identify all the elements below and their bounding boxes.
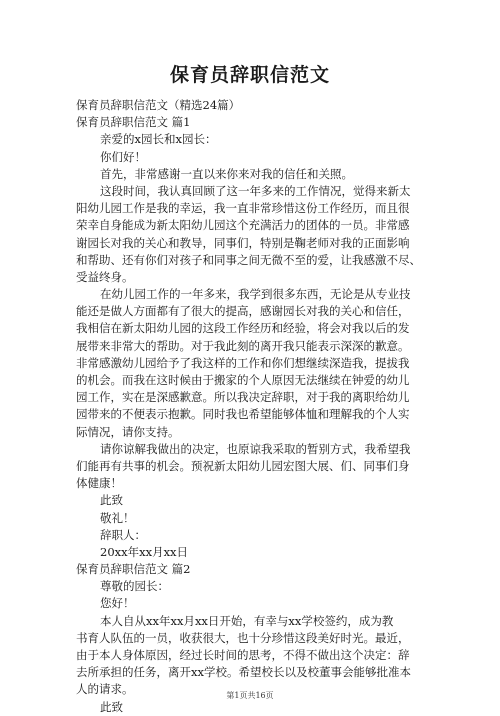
text-line: 保育员辞职信范文 篇2 bbox=[76, 562, 191, 577]
text-line: 去所承担的任务，离开xx学校。希望校长以及校董事会能够批准本 bbox=[76, 665, 411, 680]
text-line: 阳幼儿园工作是我的幸运，我一直非常珍惜这份工作经历，而且很 bbox=[76, 201, 410, 216]
text-line: 在幼儿园工作的一年多来，我学到很多东西，无论是从专业技 bbox=[100, 287, 411, 302]
text-line: 们能再有共事的机会。预祝新太阳幼儿园宏图大展、们、同事们身 bbox=[76, 458, 410, 473]
page-footer: 第1页共16页 bbox=[226, 691, 274, 700]
text-line: 本人自从xx年xx月xx日开始，有幸与xx学校签约，成为教 bbox=[100, 613, 394, 628]
text-line: 这段时间，我认真回顾了这一年多来的工作情况，觉得来新太 bbox=[100, 183, 411, 198]
text-line: 园带来的不便表示抱歉。同时我也希望能够体恤和理解我的个人实 bbox=[76, 407, 410, 422]
text-line: 受益终身。 bbox=[76, 269, 134, 284]
text-line: 谢园长对我的关心和教导，同事们，特别是鞠老师对我的正面影响 bbox=[76, 235, 410, 250]
document-body bbox=[76, 97, 436, 716]
text-line: 保育员辞职信范文 篇1 bbox=[76, 115, 191, 130]
text-line: 书育人队伍的一员，收获很大，也十分珍惜这段美好时光。最近， bbox=[76, 630, 410, 645]
text-line: 展带来非常大的帮助。对于我此刻的离开我只能表示深深的歉意。 bbox=[76, 338, 410, 353]
text-line: 荣幸自身能成为新太阳幼儿园这个充满活力的团体的一员。非常感 bbox=[76, 218, 410, 233]
document-title: 保育员辞职信范文 bbox=[169, 64, 330, 86]
text-line: 亲爱的x园长和x园长： bbox=[100, 132, 217, 147]
text-line: 尊敬的园长： bbox=[100, 579, 169, 594]
text-line: 此致 bbox=[100, 699, 123, 714]
text-line: 请你谅解我做出的决定，也原谅我采取的暂别方式，我希望我 bbox=[100, 441, 411, 456]
text-line: 我相信在新太阳幼儿园的这段工作经历和经验，将会对我以后的发 bbox=[76, 321, 410, 336]
text-line: 你们好！ bbox=[100, 149, 146, 164]
text-line: 能还是做人方面都有了很大的提高，感谢园长对我的关心和信任， bbox=[76, 304, 410, 319]
text-line: 非常感激幼儿园给予了我这样的工作和你们想继续深造我，提拔我 bbox=[76, 355, 410, 370]
text-line: 保育员辞职信范文（精选24篇） bbox=[76, 98, 241, 112]
text-line: 敬礼！ bbox=[100, 510, 135, 525]
text-line: 由于本人身体原因，经过长时间的思考，不得不做出这个决定：辞 bbox=[76, 648, 410, 662]
text-line: 您好！ bbox=[100, 596, 135, 611]
text-line: 此致 bbox=[100, 493, 123, 508]
text-line: 园工作，实在是深感歉意。所以我决定辞职，对于我的离职给幼儿 bbox=[76, 390, 410, 405]
text-line: 和帮助、还有你们对孩子和同事之间无微不至的爱，让我感激不尽、 bbox=[76, 252, 421, 267]
text-line: 际情况，请你支持。 bbox=[76, 424, 180, 439]
text-line: 人的请求。 bbox=[76, 682, 134, 697]
text-line: 辞职人： bbox=[100, 527, 146, 542]
text-line: 体健康！ bbox=[76, 476, 122, 491]
text-line: 的机会。而我在这时候由于搬家的个人原因无法继续在钟爱的幼儿 bbox=[76, 373, 410, 387]
text-line: 首先，非常感谢一直以来你来对我的信任和关照。 bbox=[100, 166, 353, 181]
text-line: 20xx年xx月xx日 bbox=[100, 544, 189, 559]
